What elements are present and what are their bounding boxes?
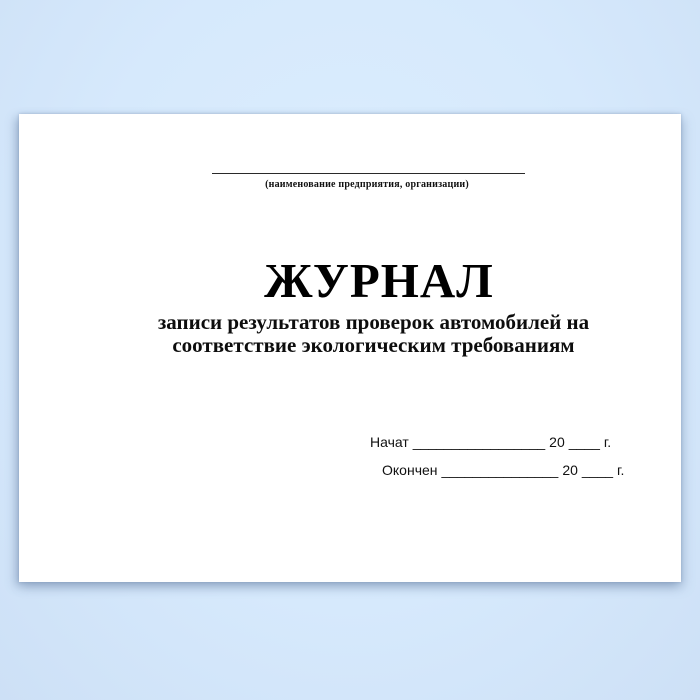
started-year-blank: ____: [568, 434, 600, 450]
organization-caption: (наименование предприятия, организации): [265, 179, 469, 190]
finished-date-blank: _______________: [441, 462, 559, 478]
journal-cover-page: [19, 114, 681, 582]
started-date-blank: _________________: [412, 434, 546, 450]
journal-subtitle: [73, 311, 674, 356]
started-label: Начат: [370, 434, 409, 450]
finished-year-prefix: 20: [562, 462, 578, 478]
organization-name-blank-line: [212, 173, 525, 174]
finished-row: [382, 461, 624, 479]
started-row: [370, 433, 611, 451]
finished-label: Окончен: [382, 462, 438, 478]
finished-year-suffix: г.: [617, 462, 625, 478]
started-year-suffix: г.: [603, 434, 612, 450]
subtitle-line-2: соответствие экологическим требованиям: [172, 332, 575, 357]
started-year-prefix: 20: [549, 434, 565, 450]
subtitle-line-1: записи результатов проверок автомобилей на: [157, 310, 590, 334]
journal-title: ЖУРНАЛ: [264, 253, 494, 308]
finished-year-blank: ____: [581, 462, 614, 478]
